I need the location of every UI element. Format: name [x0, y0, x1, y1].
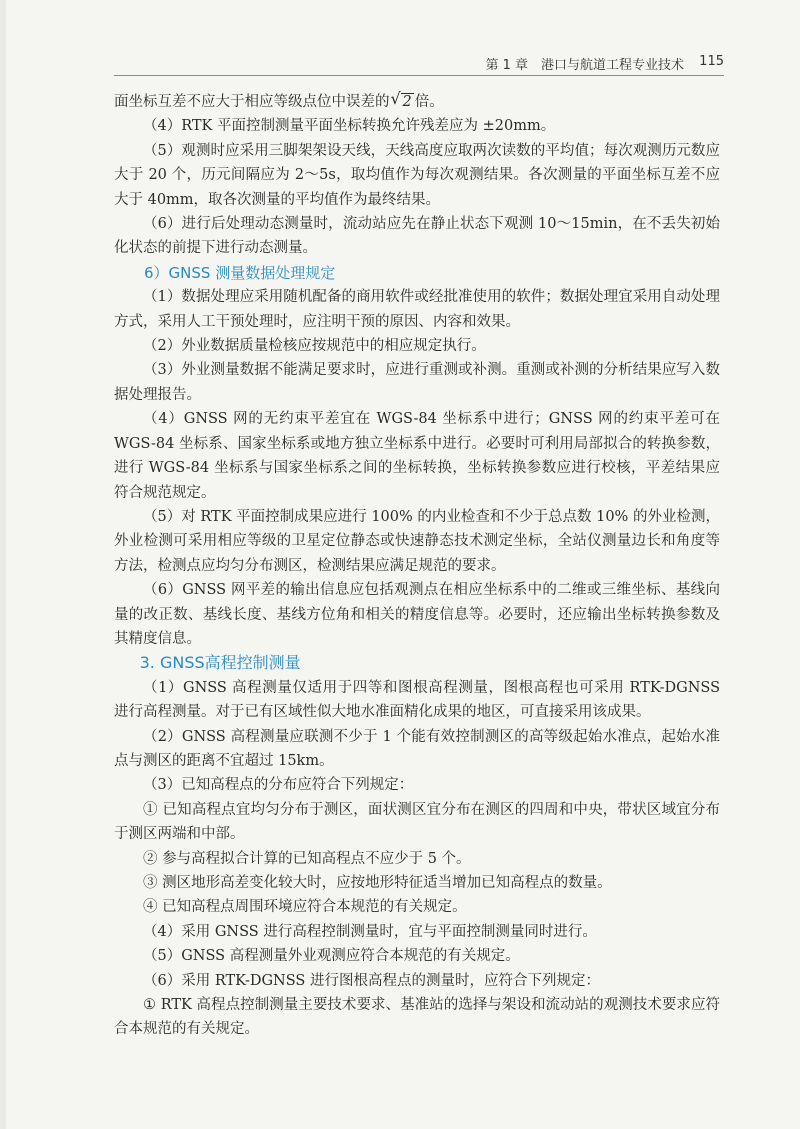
- running-header: [0, 50, 800, 76]
- page-binding-edge: [0, 0, 6, 1129]
- paragraph: （4）采用 GNSS 进行高程控制测量时，宜与平面控制测量同时进行。: [143, 923, 597, 940]
- paragraph: （1）GNSS 高程测量仅适用于四等和图根高程测量，图根高程也可采用 RTK-DGNSS 进行高程测量。对于已有区域性似大地水准面精化成果的地区，可直接采用该成果。: [114, 679, 720, 721]
- radicand: 2: [402, 94, 412, 110]
- paragraph: （5）观测时应采用三脚架架设天线，天线高度应取两次读数的平均值；每次观测历元数应大于 20 个，历元间隔应为 2～5s，取均值作为每次观测结果。各次测量的平面坐标互差不应大于 40mm，取各次测量的平均值作为最终结果。: [114, 142, 720, 208]
- paragraph: （4）GNSS 网的无约束平差宜在 WGS-84 坐标系中进行；GNSS 网的约束平差可在 WGS-84 坐标系、国家坐标系或地方独立坐标系中进行。必要时可利用局部拟合的转换参数，进行 WGS-84 坐标系与国家坐标系之间的坐标转换，坐标转换参数应进行校核，平差结果应符合规范规定。: [114, 411, 720, 501]
- paragraph: （4）RTK 平面控制测量平面坐标转换允许残差应为 ±20mm。: [143, 118, 556, 135]
- paragraph: （6）进行后处理动态测量时，流动站应先在静止状态下观测 10～15min，在不丢失初始化状态的前提下进行动态测量。: [114, 216, 720, 257]
- page-number: 115: [699, 54, 724, 69]
- paragraph-continued: 面坐标互差不应大于相应等级点位中误差的 √ 2 倍。: [114, 90, 720, 114]
- paragraph: （3）已知高程点的分布应符合下列规定：: [143, 777, 414, 794]
- chapter-section-heading: 3. GNSS高程控制测量: [139, 653, 301, 673]
- header-rule: [114, 75, 724, 76]
- paragraph: （5）GNSS 高程测量外业观测应符合本规范的有关规定。: [143, 948, 520, 965]
- section-heading: 6）GNSS 测量数据处理规定: [144, 263, 336, 282]
- paragraph: （2）GNSS 高程测量应联测不少于 1 个能有效控制测区的高等级起始水准点，起始水准点与测区的距离不宜超过 15km。: [114, 728, 720, 769]
- list-item: ③ 测区地形高差变化较大时，应按地形特征适当增加已知高程点的数量。: [143, 875, 612, 891]
- list-item: ④ 已知高程点周围环境应符合本规范的有关规定。: [143, 899, 467, 916]
- list-item: ② 参与高程拟合计算的已知高程点不应少于 5 个。: [143, 850, 471, 867]
- chapter-title: 第 1 章 港口与航道工程专业技术: [485, 58, 684, 73]
- list-item: ① 已知高程点宜均匀分布于测区，面状测区宜分布在测区的四周和中央，带状区域宜分布于测区两端和中部。: [114, 801, 720, 843]
- paragraph: （6）GNSS 网平差的输出信息应包括观测点在相应坐标系中的二维或三维坐标、基线向量的改正数、基线长度、基线方位角和相关的精度信息等。必要时，还应输出坐标转换参数及其精度信息。: [114, 582, 720, 647]
- paragraph: （1）数据处理应采用随机配备的商用软件或经批准使用的软件；数据处理宜采用自动处理方式，采用人工干预处理时，应注明干预的原因、内容和效果。: [114, 289, 720, 330]
- paragraph: （3）外业测量数据不能满足要求时，应进行重测或补测。重测或补测的分析结果应写入数据处理报告。: [114, 362, 720, 403]
- page-body: [114, 90, 720, 1042]
- paragraph: （2）外业数据质量检核应按规范中的相应规定执行。: [143, 338, 486, 355]
- list-item: ① RTK 高程点控制测量主要技术要求、基准站的选择与架设和流动站的观测技术要求应符合本规范的有关规定。: [114, 997, 720, 1038]
- paragraph: （6）采用 RTK-DGNSS 进行图根高程点的测量时，应符合下列规定：: [143, 972, 600, 989]
- paragraph: （5）对 RTK 平面控制成果应进行 100% 的内业检查和不少于总点数 10% 的外业检测，外业检测可采用相应等级的卫星定位静态或快速静态技术测定坐标，全站仪测量边长和角度等方法，检测点应均匀分布测区，检测结果应满足规范的要求。: [114, 508, 720, 574]
- radical-sign: √: [390, 89, 401, 108]
- sqrt-expression: [391, 90, 414, 114]
